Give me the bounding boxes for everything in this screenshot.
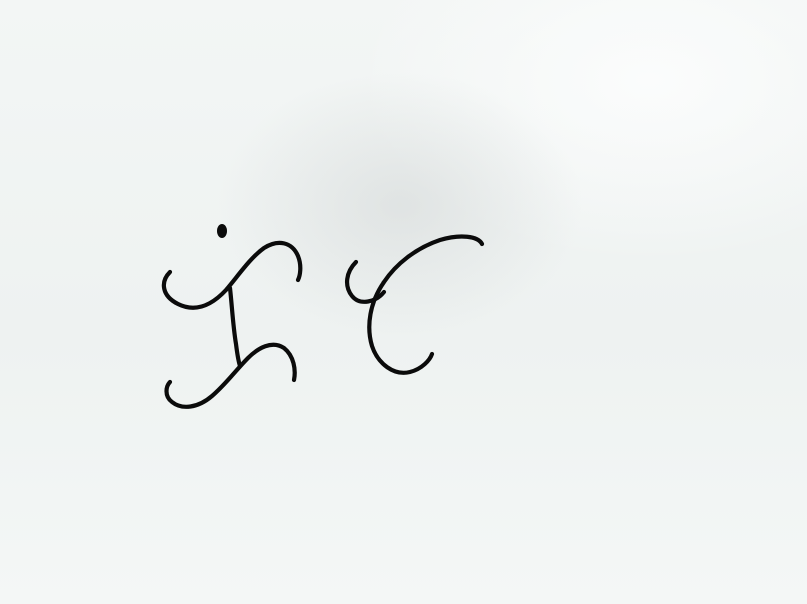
glyph-dot [217,224,227,238]
left-hook-stroke [347,262,384,302]
crescent-stroke [369,237,482,373]
right-symbol-glyph [347,237,482,373]
stem-stroke [230,288,240,366]
lower-swirl-stroke [167,345,295,407]
left-symbol-glyph [164,224,300,407]
